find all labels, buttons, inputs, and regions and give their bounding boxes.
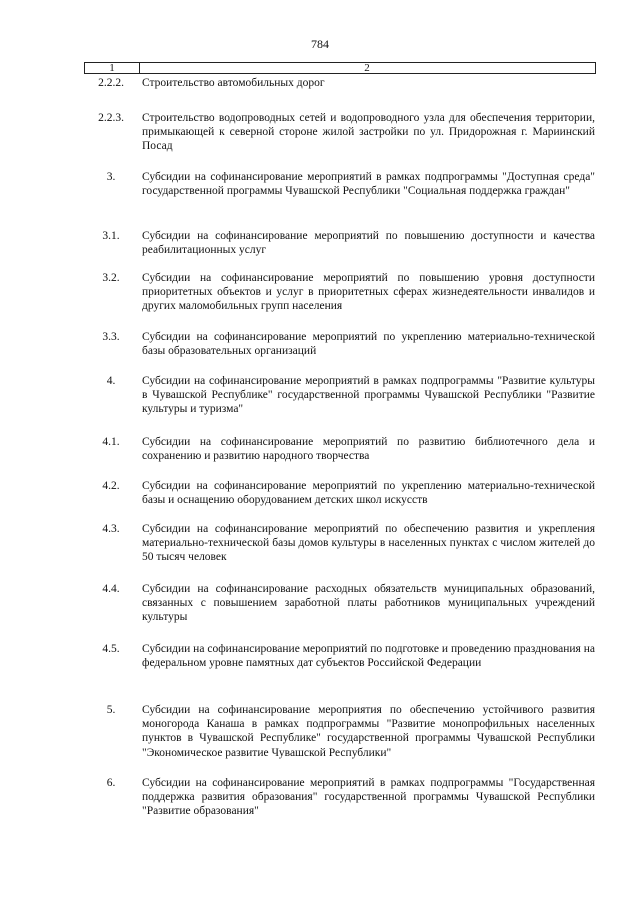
page-number: 784 [311,37,329,51]
row-text: Субсидии на софинансирование мероприятий в рамках подпрограммы "Развитие культуры в Чувашской Республике" государственной программы Чувашской Республики "Развитие культуры и туризма" [142,375,595,416]
row-text: Субсидии на софинансирование расходных обязательств муниципальных образований, связанных с повышением заработной платы работников муниципальных учреждений культуры [142,583,595,624]
row-number: 3.2. [102,272,120,284]
row-number: 3.1. [102,230,120,242]
row-text: Субсидии на софинансирование мероприятий по повышению доступности и качества реабилитационных услуг [142,230,595,257]
row-text: Строительство водопроводных сетей и водопроводного узла для обеспечения территории, примыкающей к северной стороне жилой застройки по ул. Придорожная г. Мариинский Посад [142,112,595,153]
row-number: 2.2.3. [98,112,124,124]
column-number-2: 2 [364,62,370,74]
row-number: 6. [106,777,116,789]
row-number: 4.5. [102,643,120,655]
row-number: 3.3. [102,331,120,343]
row-text: Субсидии на софинансирование мероприятия по обеспечению устойчивого развития моногорода Канаша в рамках подпрограммы "Развитие монопрофильных населенных пунктов в Чувашской Республике" государственной программы Чувашской Республики "Экономическое развитие Чувашской Республики" [142,704,595,759]
row-text: Субсидии на софинансирование мероприятий по развитию библиотечного дела и сохранению и развитию народного творчества [142,436,595,463]
row-text: Субсидии на софинансирование мероприятий в рамках подпрограммы "Доступная среда" государственной программы Чувашской Республики "Социальная поддержка граждан" [142,171,595,198]
row-number: 4. [106,375,116,387]
row-number: 4.3. [102,523,120,535]
row-text: Субсидии на софинансирование мероприятий по укреплению материально-технической базы и оснащению оборудованием детских школ искусств [142,480,595,507]
row-number: 2.2.2. [98,77,124,89]
row-text: Субсидии на софинансирование мероприятий по обеспечению развития и укрепления материально-технической базы домов культуры в населенных пунктах с числом жителей до 50 тысяч человек [142,523,595,564]
row-number: 5. [106,704,116,716]
row-number: 4.2. [102,480,120,492]
row-text: Субсидии на софинансирование мероприятий по повышению уровня доступности приоритетных объектов и услуг в приоритетных сферах жизнедеятельности инвалидов и других маломобильных групп населения [142,272,595,313]
row-text: Строительство автомобильных дорог [142,77,325,89]
row-number: 3. [106,171,116,183]
row-text: Субсидии на софинансирование мероприятий по укреплению материально-технической базы образовательных организаций [142,331,595,358]
row-number: 4.1. [102,436,120,448]
column-number-1: 1 [85,63,140,73]
row-number: 4.4. [102,583,120,595]
row-text: Субсидии на софинансирование мероприятий в рамках подпрограммы "Государственная поддержка развития образования" государственной программы Чувашской Республики "Развитие образования" [142,777,595,818]
table-column-header [84,62,596,74]
row-text: Субсидии на софинансирование мероприятий по подготовке и проведению празднования на федеральном уровне памятных дат субъектов Российской Федерации [142,643,595,670]
